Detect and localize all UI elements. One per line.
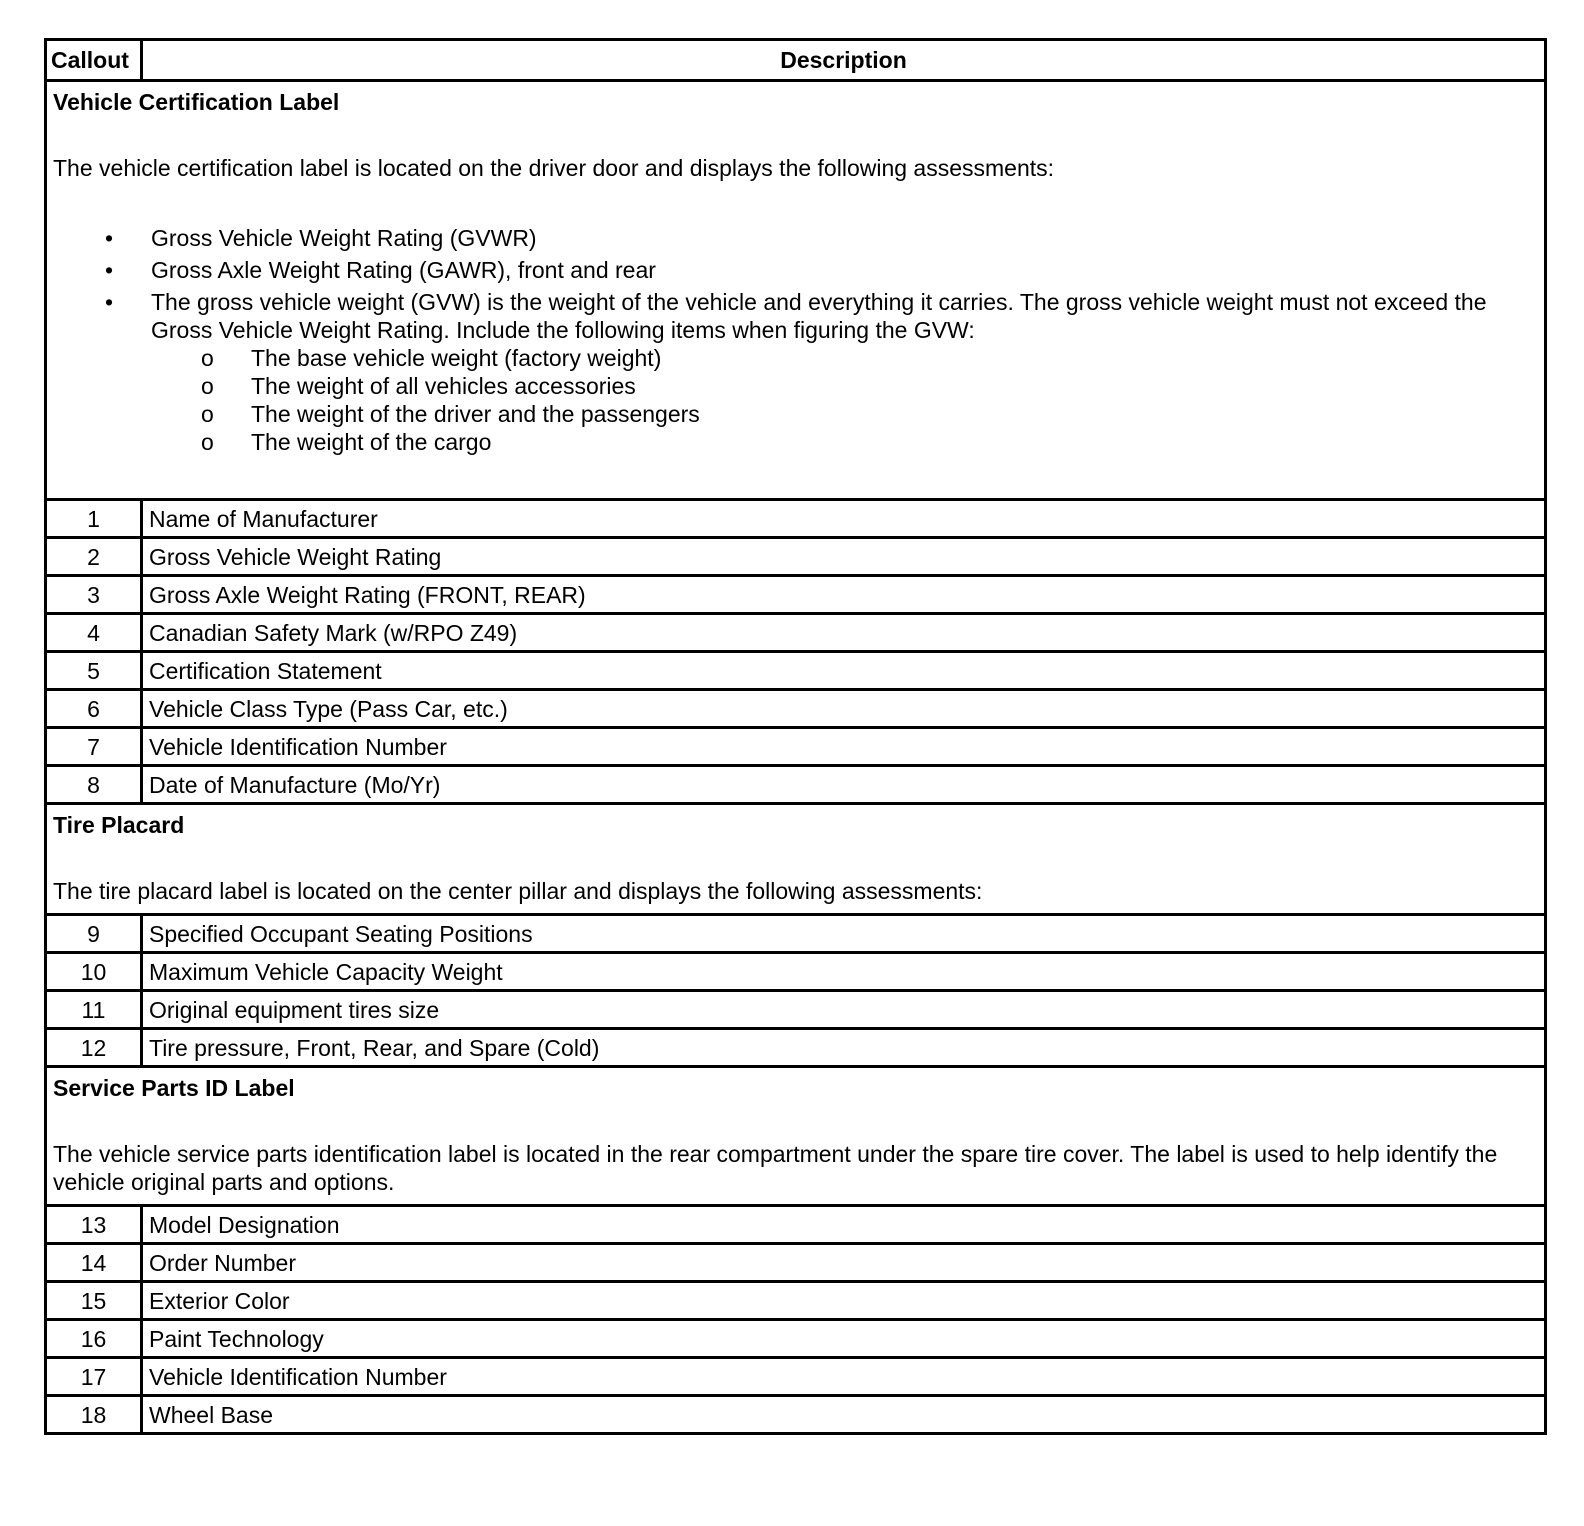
callout-number: 2 — [46, 538, 142, 576]
bullet-symbol: • — [105, 257, 114, 283]
callout-description: Order Number — [142, 1244, 1546, 1282]
callout-description: Exterior Color — [142, 1282, 1546, 1320]
callout-description: Vehicle Class Type (Pass Car, etc.) — [142, 690, 1546, 728]
sub-bullet-text: The weight of the cargo — [251, 429, 492, 455]
table-row — [46, 538, 1546, 576]
column-header-callout: Callout — [46, 40, 142, 81]
callout-description: Paint Technology — [142, 1320, 1546, 1358]
section-intro: The vehicle service parts identification label is located in the rear compartment under the spare tire cover. The label is used to help identify the vehicle original parts and options. — [53, 1141, 1498, 1195]
sub-bullet-symbol: o — [201, 373, 214, 399]
callout-number: 17 — [46, 1358, 142, 1396]
callout-description: Maximum Vehicle Capacity Weight — [142, 953, 1546, 991]
callout-number: 10 — [46, 953, 142, 991]
sub-bullet-symbol: o — [201, 401, 214, 427]
callout-number: 13 — [46, 1206, 142, 1244]
section-row-vehicle-certification — [46, 81, 1546, 500]
table-row — [46, 728, 1546, 766]
table-header-row — [46, 40, 1546, 81]
sub-list-item — [151, 344, 1538, 372]
table-row — [46, 576, 1546, 614]
callout-description: Certification Statement — [142, 652, 1546, 690]
callout-number: 15 — [46, 1282, 142, 1320]
sub-list-item — [151, 372, 1538, 400]
callout-number: 6 — [46, 690, 142, 728]
column-header-description: Description — [142, 40, 1546, 81]
section-spacer — [53, 460, 1538, 490]
section-title: Service Parts ID Label — [53, 1075, 295, 1101]
callout-table — [44, 38, 1547, 1435]
sub-list-item — [151, 428, 1538, 456]
callout-number: 11 — [46, 991, 142, 1029]
table-row — [46, 690, 1546, 728]
document-page — [44, 38, 1544, 1435]
sub-bullet-symbol: o — [201, 345, 214, 371]
sub-bullet-list — [151, 344, 1538, 456]
callout-number: 5 — [46, 652, 142, 690]
sub-list-item — [151, 400, 1538, 428]
callout-description: Wheel Base — [142, 1396, 1546, 1434]
table-row — [46, 1206, 1546, 1244]
callout-description: Model Designation — [142, 1206, 1546, 1244]
bullet-text: Gross Vehicle Weight Rating (GVWR) — [151, 225, 537, 251]
callout-number: 18 — [46, 1396, 142, 1434]
table-row — [46, 1029, 1546, 1067]
section-intro: The vehicle certification label is located on the driver door and displays the following assessments: — [53, 155, 1055, 181]
sub-bullet-text: The base vehicle weight (factory weight) — [251, 345, 662, 371]
callout-number: 14 — [46, 1244, 142, 1282]
table-row — [46, 991, 1546, 1029]
callout-description: Vehicle Identification Number — [142, 1358, 1546, 1396]
callout-description: Name of Manufacturer — [142, 500, 1546, 538]
bullet-text: Gross Axle Weight Rating (GAWR), front and rear — [151, 257, 656, 283]
sub-bullet-text: The weight of all vehicles accessories — [251, 373, 636, 399]
section-tire-placard — [46, 804, 1546, 915]
callout-number: 8 — [46, 766, 142, 804]
callout-description: Specified Occupant Seating Positions — [142, 915, 1546, 953]
callout-description: Canadian Safety Mark (w/RPO Z49) — [142, 614, 1546, 652]
callout-description: Tire pressure, Front, Rear, and Spare (Cold) — [142, 1029, 1546, 1067]
table-row — [46, 652, 1546, 690]
table-row — [46, 500, 1546, 538]
table-row — [46, 953, 1546, 991]
section-title: Tire Placard — [53, 812, 185, 838]
callout-description: Vehicle Identification Number — [142, 728, 1546, 766]
list-item — [53, 288, 1538, 456]
sub-bullet-text: The weight of the driver and the passengers — [251, 401, 700, 427]
section-service-parts — [46, 1067, 1546, 1206]
callout-number: 4 — [46, 614, 142, 652]
callout-description: Gross Vehicle Weight Rating — [142, 538, 1546, 576]
callout-number: 9 — [46, 915, 142, 953]
table-row — [46, 1282, 1546, 1320]
callout-number: 16 — [46, 1320, 142, 1358]
callout-number: 12 — [46, 1029, 142, 1067]
table-row — [46, 766, 1546, 804]
section-vehicle-certification — [46, 81, 1546, 500]
callout-description: Original equipment tires size — [142, 991, 1546, 1029]
section-title: Vehicle Certification Label — [53, 89, 340, 115]
callout-number: 3 — [46, 576, 142, 614]
list-item — [53, 224, 1538, 252]
callout-number: 1 — [46, 500, 142, 538]
bullet-list — [53, 224, 1538, 456]
section-intro: The tire placard label is located on the center pillar and displays the following assessments: — [53, 878, 983, 904]
callout-description: Date of Manufacture (Mo/Yr) — [142, 766, 1546, 804]
table-row — [46, 915, 1546, 953]
section-row-service-parts — [46, 1067, 1546, 1206]
sub-bullet-symbol: o — [201, 429, 214, 455]
callout-number: 7 — [46, 728, 142, 766]
table-row — [46, 1396, 1546, 1434]
bullet-symbol: • — [105, 289, 114, 315]
table-row — [46, 1320, 1546, 1358]
bullet-text: The gross vehicle weight (GVW) is the weight of the vehicle and everything it carries. The gross vehicle weight must not exceed the Gross Vehicle Weight Rating. Include the following items when figuring the GVW: — [151, 289, 1487, 343]
callout-description: Gross Axle Weight Rating (FRONT, REAR) — [142, 576, 1546, 614]
table-row — [46, 614, 1546, 652]
bullet-symbol: • — [105, 225, 114, 251]
section-row-tire-placard — [46, 804, 1546, 915]
table-row — [46, 1358, 1546, 1396]
list-item — [53, 256, 1538, 284]
table-row — [46, 1244, 1546, 1282]
